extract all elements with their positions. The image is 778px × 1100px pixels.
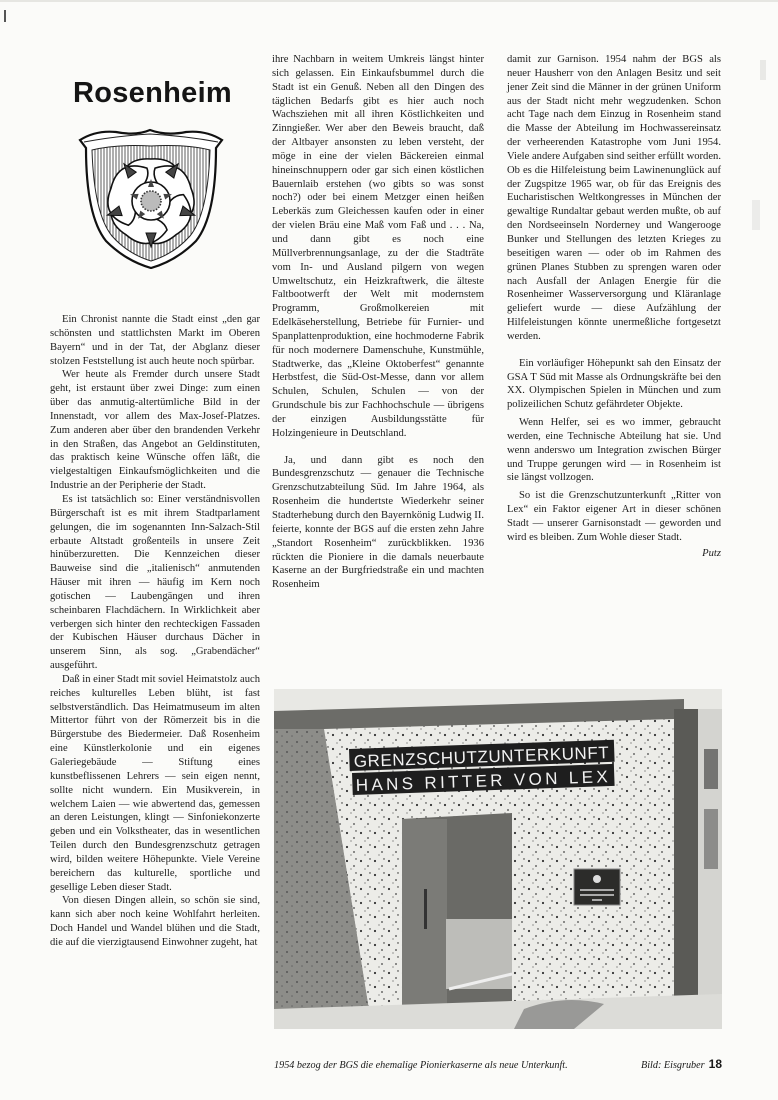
paragraph: Wenn Helfer, sei es wo immer, gebraucht werden, eine Technische Abteilung hat sie. Und wenn anderswo um Integration zwischen Bürger und Truppe gerungen wird — in Rosenheim ist sie längst vollzogen. bbox=[507, 417, 721, 484]
gate-photo-illustration bbox=[274, 689, 722, 1029]
scan-speck bbox=[4, 10, 6, 22]
article-column-2 bbox=[272, 53, 484, 592]
article-column-1 bbox=[50, 313, 260, 950]
paragraph: Daß in einer Stadt mit soviel Heimatstolz auch reiches kulturelles Leben blüht, ist fast selbstverständlich. Das Heimatmuseum im alten Mittertor führt von der Römerzeit bis in die Bürgerstube des Biedermeier. Daß Rosenheim eine Künstlerkolonie und ein eigenes Galeriegebäude — Stiftung eines kunstbeflissenen Lehrers — sein eigen nennt, sollte nicht wundern. Ein Musikverein, in welchem Laien — wie abwertend das, gemessen an deren Leistungen, klingt — Sinfoniekonzerte geben und ein Volkstheater, das in wesentlichen Teilen durch den Bundesgrenzschutz getragen wird, bilden weitere Höhepunkte. Viele Vereine bereichern das kulturelle, sportliche und gesellige Leben dieser Stadt. bbox=[50, 673, 260, 893]
photo-caption: 1954 bezog der BGS die ehemalige Pionierkaserne als neue Unterkunft. bbox=[274, 1060, 568, 1071]
rose-coat-of-arms-icon bbox=[76, 126, 226, 269]
sign-text-line-1: GRENZSCHUTZUNTERKUNFT bbox=[353, 743, 609, 771]
photo-barracks-gate bbox=[274, 689, 722, 1029]
scan-speck bbox=[752, 200, 760, 230]
paragraph: So ist die Grenzschutzunterkunft „Ritter von Lex“ ein Faktor eigener Art in dieser schönen Stadt — unserer Garnisonstadt — geworden und wird es bleiben. Zum Wohle dieser Stadt. bbox=[507, 490, 721, 543]
page-number: 18 bbox=[708, 1057, 722, 1071]
scan-edge bbox=[0, 0, 778, 2]
paragraph: Es ist tatsächlich so: Einer verständnisvollen Bürgerschaft ist es mit ihrem Stadtparlament gelungen, die im sogenannten Inn-Salzach-Stil erbaute Altstadt großenteils in unsere Zeit hinüberzuretten. Die Kennzeichen dieser Bauweise sind die „italienisch“ anmutenden Häuser mit ihren — häufig im Kern noch gotischen — Laubengängen und ihren scheinbaren Flachdächern. In Wirklichkeit aber verbergen sich hinter den rechteckigen Fassaden der Kubischen Häuser durchaus Dächer in unserem Sinn, als sog. „Grabendächer“ ausgeführt. bbox=[50, 493, 260, 672]
photo-caption-bar bbox=[274, 1057, 722, 1071]
paragraph: ihre Nachbarn in weitem Umkreis längst hinter sich gelassen. Ein Einkaufsbummel durch die Stadt ist ein Genuß. Neben all den Dingen des täglichen Bedarfs gibt es hier auch noch Wachsziehen mit all ihren Köstlichkeiten und Zinngießer. Wer aber den Beweis braucht, daß der Altbayer ansonsten zu leben versteht, der möge in eine der vielen Bäckereien einmal hineinschnuppern oder gar sich einen köstlichen Bauernlaib erstehen (wo gibts so was sonst noch?) oder bei einem Metzger einen heißen Leberkäs zum Gleichessen kaufen oder in einer der vielen Bräu eine Maß vom Faß und . . . Na, und dann gibt es noch eine Müllverbrennungsanlage, zu der die Stadträte vom In- und Ausland pilgern von wegen Umweltschutz, ein Heizkraftwerk, die älteste Faltbootwerft der Welt mit modernstem Programm, Großmolkereien mit Edelkäseherstellung, Betriebe für Furnier- und Spanplattenproduktion, eine hochmoderne Fabrik für noch modernere Damenschuhe, Kunstmühle, Stadtwerke, das „Kleine Oktoberfest“ genannte Herbstfest, die Süd-Ost-Messe, dann vor allem Schulen, Schulen, Schulen — von der Grundschule bis zur Fachhochschule — übrigens der einzigen Ausbildungsstätte für Holzingenieure in Deutschland. bbox=[272, 54, 484, 439]
article-column-3 bbox=[507, 53, 721, 561]
paragraph: Ein Chronist nannte die Stadt einst „den gar schönsten und stattlichsten Markt im Oberen Bayern“ und in der Tat, der Abglanz dieser stolzen Feststellung ist auch heute noch spürbar. bbox=[50, 314, 260, 367]
paragraph: Ein vorläufiger Höhepunkt sah den Einsatz der GSA T Süd mit Masse als Ordnungskräfte bei den XX. Olympischen Spielen in München und zum polizeilichen Schutz gefährdeter Objekte. bbox=[507, 357, 721, 411]
paragraph: Von diesen Dingen allein, so schön sie sind, kann sich aber noch keine Wohlfahrt herleiten. Doch Handel und Wandel blühen und die Stadt, die auf die vierzigtausend Einwohner zugeht, hat bbox=[50, 895, 260, 948]
article-title: Rosenheim bbox=[73, 77, 233, 110]
paragraph: Wer heute als Fremder durch unsere Stadt geht, ist erstaunt über zwei Dinge: zum einen über das anmutig-altertümliche Bild in der Innenstadt, vor allem des Max-Josef-Platzes. Zum anderen aber über den brandenden Verkehr in den Straßen, das Angebot an Geldinstituten, das praktisch keine Wünsche offen läßt, die vielgestaltigen Einkaufsmöglichkeiten und die Industrie an der Peripherie der Stadt. bbox=[50, 369, 260, 492]
paragraph: damit zur Garnison. 1954 nahm der BGS als neuer Hausherr von den Anlagen Besitz und seit jener Zeit sind die Männer in der grünen Uniform aus der Stadt nicht mehr wegzudenken. Schon acht Tage nach dem Einzug in Rosenheim stand die Masse der Abteilung im Hochwassereinsatz der verheerenden Katastrophe vom Juni 1954. Viele andere Aufgaben sind seither erfüllt worden. Ob es die Hilfeleistung beim Lawinenunglück auf der Zugspitze 1965 war, ob für das Ereignis des Eucharistischen Weltkongresses in München der gewaltige Rundaltar gebaut werden mußte, ob auf den Nordseeinseln Norderney und Wangerooge Bunker und Stellungen des letzten Krieges zu beseitigen waren — oder ob im Rahmen des grünen Planes Stubben zu sprengen waren oder nach Ausfall der Anlagen Energie für die Rosenheimer Wasserversorgung und Kläranlage geliefert wurde — diese Aufzählung der Hilfeleistungen könnte unermeßliche fortgesetzt werden. bbox=[507, 54, 721, 342]
paragraph: Ja, und dann gibt es noch den Bundesgrenzschutz — genauer die Technische Grenzschutzabteilung Süd. Im Jahre 1964, als Rosenheim die hundertste Wiederkehr seiner Stadterhebung durch den Bayernkönig Ludwig II. feierte, konnte der BGS auf die ersten zehn Jahre „Standort Rosenheim“ zurückblikken. 1936 rückten die Pioniere in die damals neuerbaute Kaserne an der Burgfriedstraße ein und machten Rosenheim bbox=[272, 454, 484, 591]
sign-text-line-2: HANS RITTER VON LEX bbox=[355, 767, 608, 795]
scan-speck bbox=[760, 60, 766, 80]
photo-credit: Bild: Eisgruber bbox=[640, 1060, 705, 1071]
author-signature: Putz bbox=[702, 547, 721, 559]
